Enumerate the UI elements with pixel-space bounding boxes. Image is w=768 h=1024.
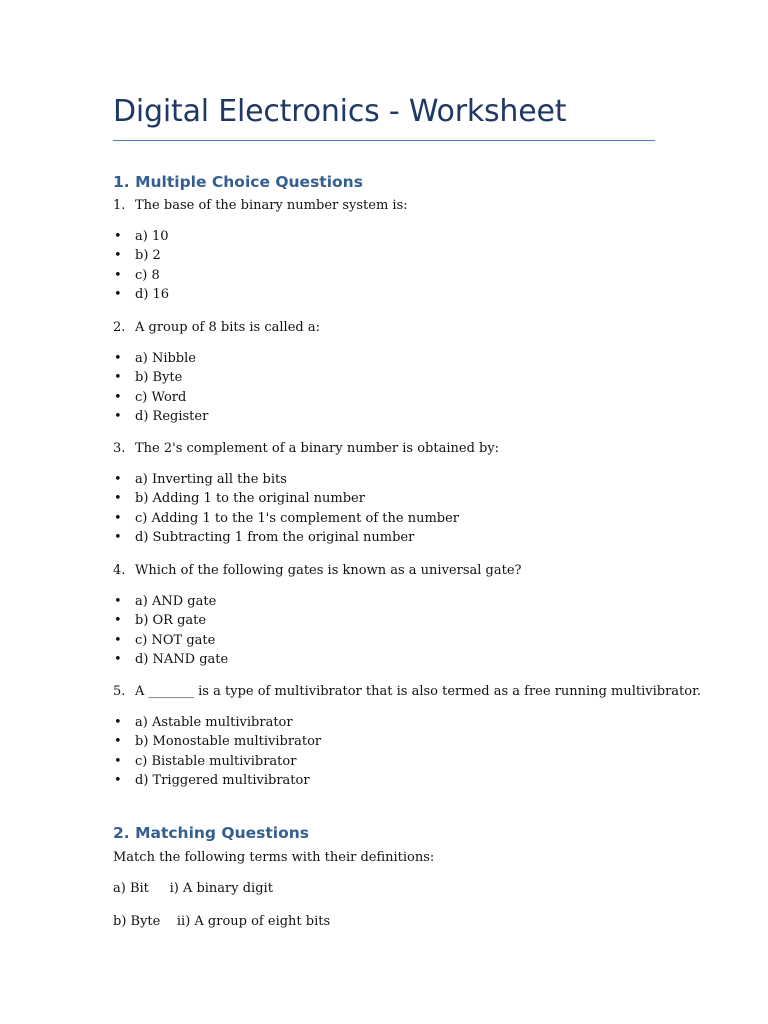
question-text: Which of the following gates is known as a universal gate? (135, 563, 522, 578)
bullet-icon: • (114, 510, 122, 526)
section-heading-matching: 2. Matching Questions (113, 824, 310, 842)
question-number: 3. (113, 441, 126, 456)
question-5-options (113, 715, 321, 792)
option-item: • c) Bistable multivibrator (114, 753, 297, 769)
question-number: 4. (113, 563, 126, 578)
question-3 (113, 441, 499, 457)
question-text: The base of the binary number system is: (135, 198, 408, 213)
bullet-icon: • (114, 472, 122, 487)
option-item: • d) 16 (114, 286, 170, 302)
bullet-icon: • (114, 351, 122, 366)
question-4-options (113, 594, 228, 671)
bullet-icon: • (114, 715, 122, 730)
option-item: • b) Monostable multivibrator (114, 734, 322, 750)
question-number: 2. (113, 320, 126, 335)
bullet-icon: • (114, 389, 122, 405)
bullet-icon: • (114, 408, 122, 424)
bullet-icon: • (114, 772, 122, 788)
matching-definition: i) A binary digit (169, 881, 273, 896)
section-heading-multiple-choice: 1. Multiple Choice Questions (113, 173, 363, 191)
option-item: • c) NOT gate (114, 632, 216, 648)
bullet-icon: • (114, 651, 122, 667)
matching-pair (113, 881, 273, 897)
bullet-icon: • (114, 370, 122, 386)
option-item: • a) AND gate (114, 594, 217, 609)
bullet-icon: • (114, 734, 122, 750)
question-1 (113, 198, 408, 214)
bullet-icon: • (114, 753, 122, 769)
question-text: A _______ is a type of multivibrator that is also termed as a free running multivibrator. (135, 684, 702, 699)
question-1-options (113, 229, 169, 306)
option-item: • a) Inverting all the bits (114, 472, 287, 487)
option-item: • b) OR gate (114, 613, 207, 629)
option-item: • d) Subtracting 1 from the original number (114, 529, 415, 545)
question-text: The 2's complement of a binary number is obtained by: (135, 441, 500, 456)
option-item: • b) Byte (114, 370, 183, 386)
matching-term: b) Byte (113, 914, 161, 929)
option-item: • c) 8 (114, 267, 160, 283)
bullet-icon: • (114, 632, 122, 648)
matching-instructions: Match the following terms with their definitions: (113, 850, 435, 865)
bullet-icon: • (114, 267, 122, 283)
question-number: 5. (113, 684, 126, 699)
question-text: A group of 8 bits is called a: (135, 320, 320, 335)
matching-pair (113, 914, 330, 930)
question-number: 1. (113, 198, 126, 213)
bullet-icon: • (114, 248, 122, 264)
question-3-options (113, 472, 459, 549)
bullet-icon: • (114, 613, 122, 629)
bullet-icon: • (114, 286, 122, 302)
option-item: • a) Nibble (114, 351, 196, 366)
matching-term: a) Bit (113, 881, 149, 896)
title-underline (113, 140, 655, 141)
bullet-icon: • (114, 229, 122, 244)
question-5 (113, 684, 701, 700)
bullet-icon: • (114, 491, 122, 507)
matching-definition: ii) A group of eight bits (176, 914, 331, 929)
option-item: • b) Adding 1 to the original number (114, 491, 365, 507)
option-item: • c) Adding 1 to the 1's complement of the number (114, 510, 460, 526)
option-item: • b) 2 (114, 248, 161, 264)
option-item: • d) Register (114, 408, 209, 424)
question-4 (113, 563, 522, 579)
option-item: • d) NAND gate (114, 651, 229, 667)
option-item: • c) Word (114, 389, 187, 405)
page-title: Digital Electronics - Worksheet (113, 94, 567, 129)
option-item: • a) Astable multivibrator (114, 715, 293, 730)
bullet-icon: • (114, 594, 122, 609)
question-2-options (113, 351, 208, 428)
option-item: • a) 10 (114, 229, 169, 244)
bullet-icon: • (114, 529, 122, 545)
option-item: • d) Triggered multivibrator (114, 772, 310, 788)
question-2 (113, 320, 320, 336)
